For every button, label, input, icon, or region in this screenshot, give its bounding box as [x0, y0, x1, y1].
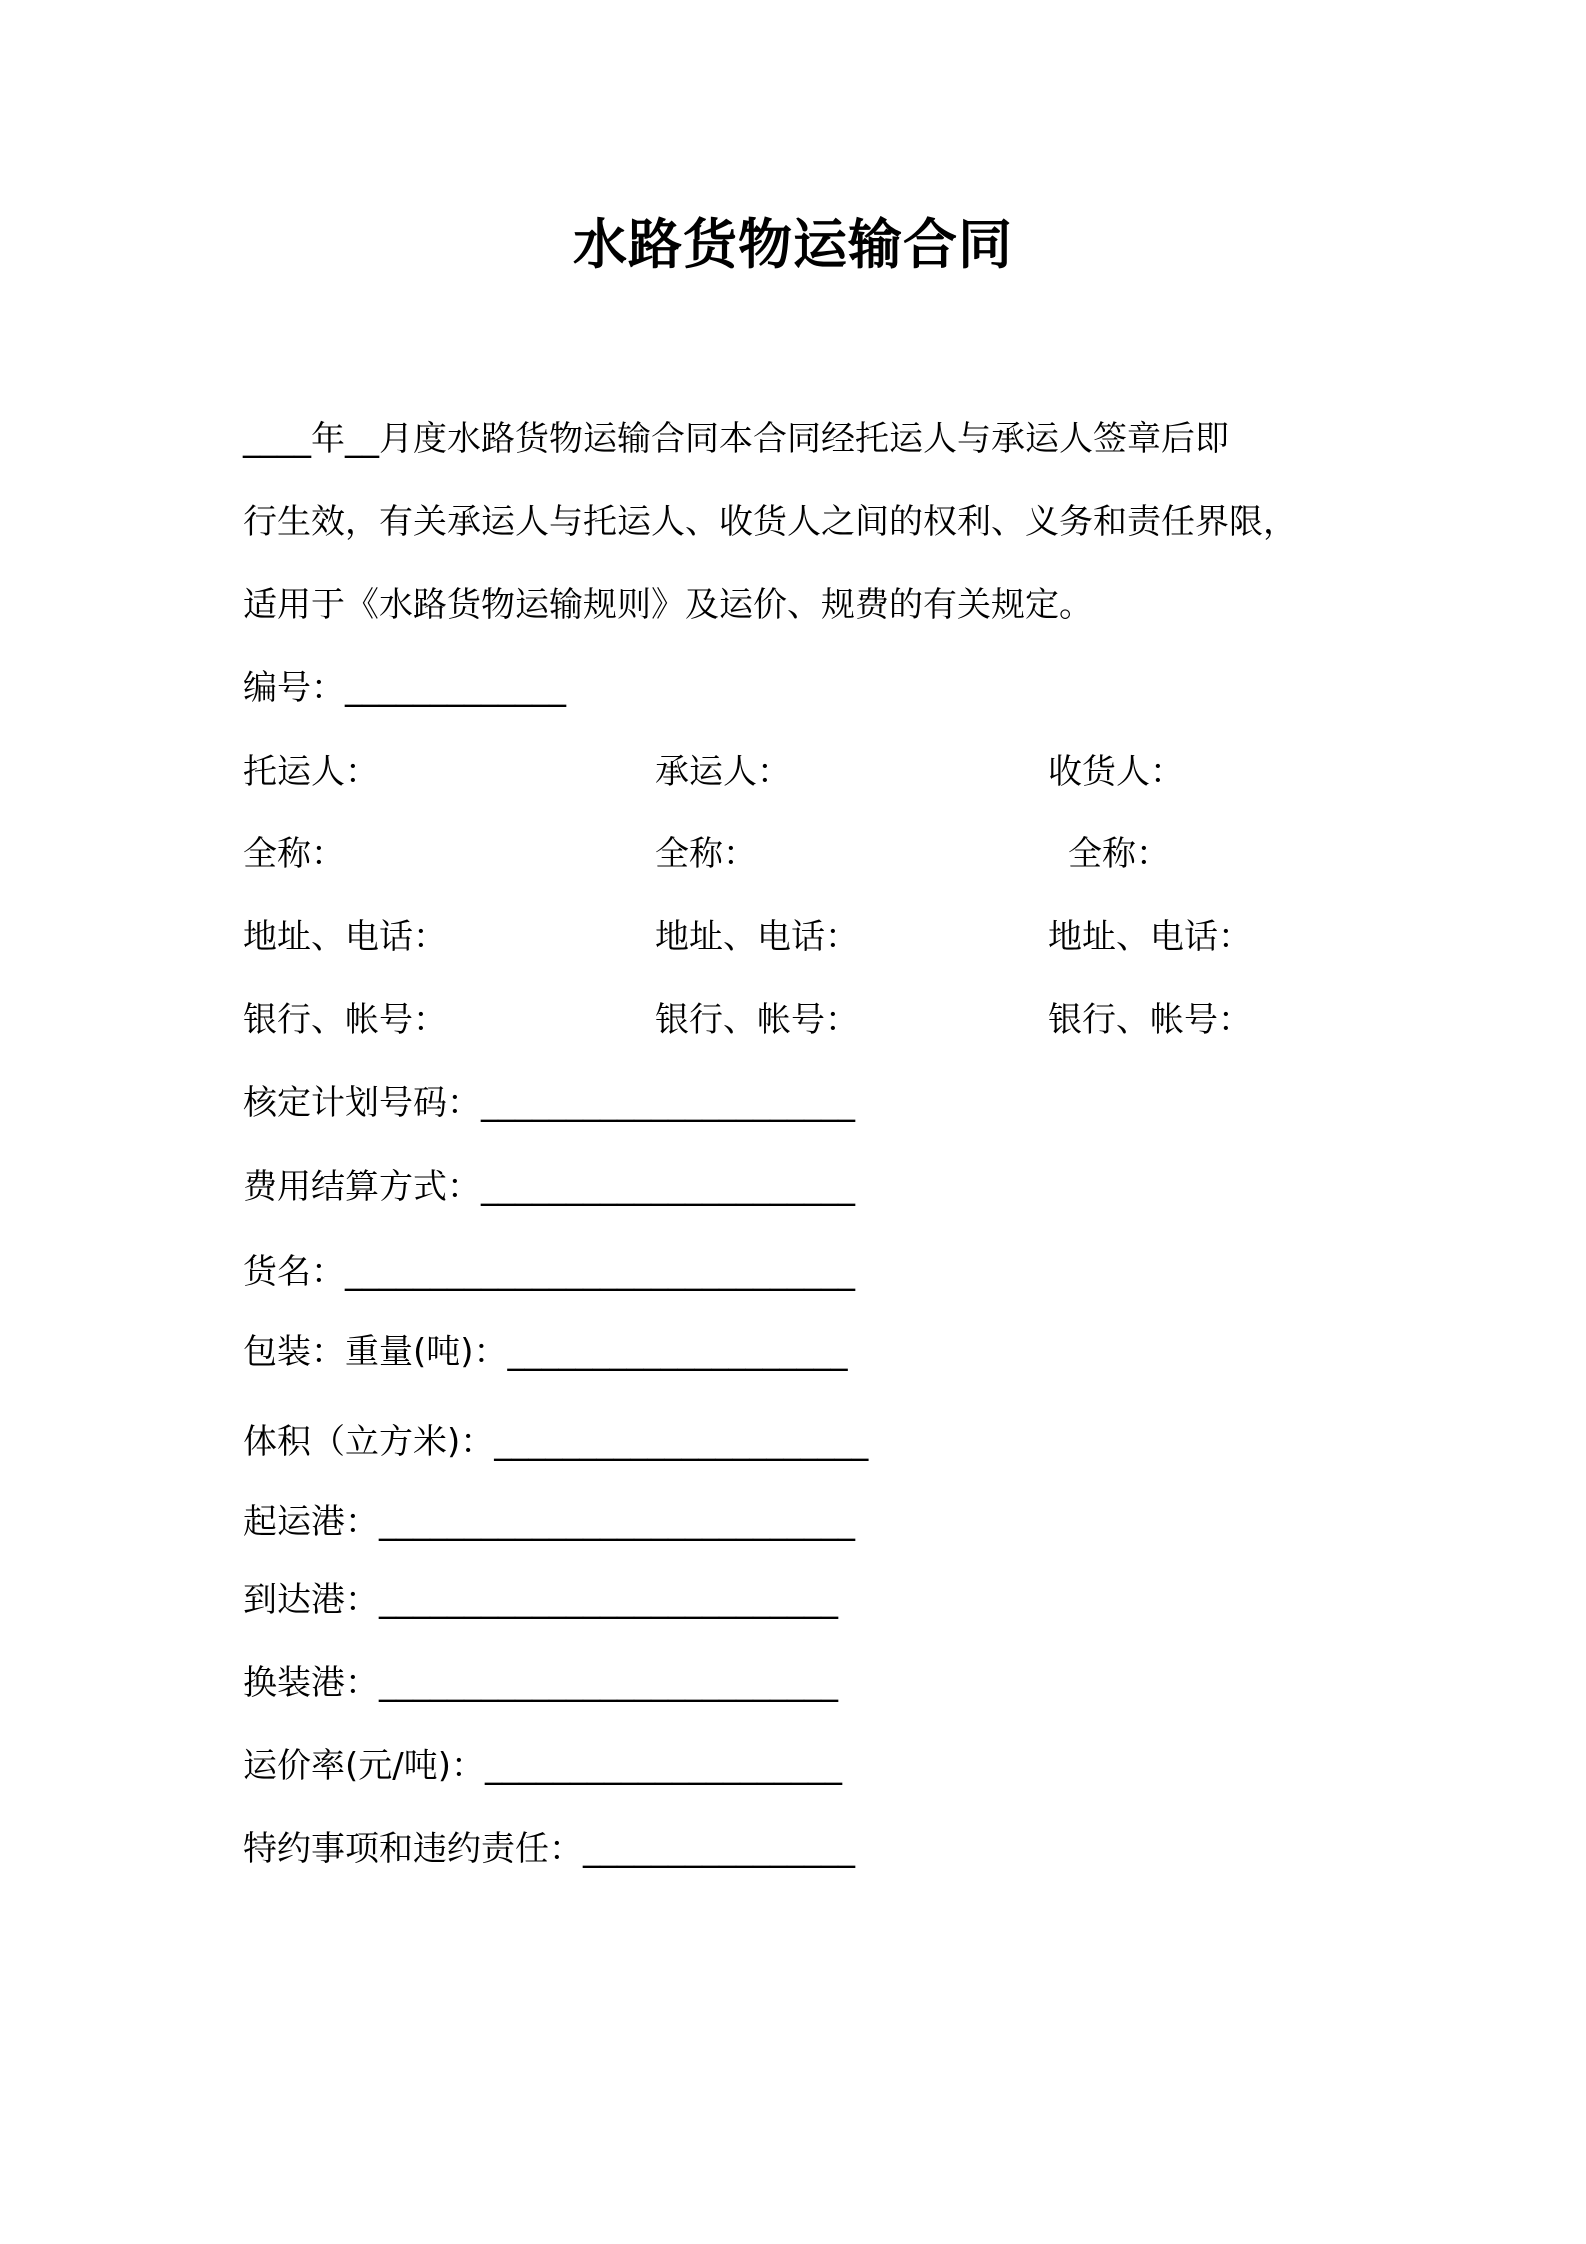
intro-line-1: ____年__月度水路货物运输合同本合同经托运人与承运人签章后即: [243, 419, 1229, 459]
page-title: 水路货物运输合同: [573, 213, 1013, 276]
goods-name-field: 货名：______________________________: [243, 1252, 855, 1292]
freight-rate-field: 运价率(元/吨)：_____________________: [243, 1746, 842, 1786]
intro-line-2: 行生效，有关承运人与托运人、收货人之间的权利、义务和责任界限，: [243, 502, 1297, 542]
carrier-full-name: 全称：: [655, 834, 757, 874]
intro-line-3: 适用于《水路货物运输规则》及运价、规费的有关规定。: [243, 585, 1093, 625]
shipper-full-name: 全称：: [243, 834, 345, 874]
carrier-bank-account: 银行、帐号：: [655, 1000, 859, 1040]
carrier-heading: 承运人：: [655, 752, 791, 792]
special-terms-field: 特约事项和违约责任：________________: [243, 1829, 855, 1869]
consignee-heading: 收货人：: [1048, 752, 1184, 792]
plan-number-field: 核定计划号码：______________________: [243, 1083, 855, 1123]
carrier-address-phone: 地址、电话：: [655, 917, 859, 957]
consignee-address-phone: 地址、电话：: [1048, 917, 1252, 957]
transship-port-field: 换装港：___________________________: [243, 1663, 838, 1703]
packing-weight-field: 包装：重量(吨)：____________________: [243, 1332, 848, 1372]
shipper-heading: 托运人：: [243, 752, 379, 792]
origin-port-field: 起运港：____________________________: [243, 1502, 855, 1542]
shipper-bank-account: 银行、帐号：: [243, 1000, 447, 1040]
settlement-method-field: 费用结算方式：______________________: [243, 1167, 855, 1207]
destination-port-field: 到达港：___________________________: [243, 1580, 838, 1620]
volume-field: 体积（立方米)：______________________: [243, 1422, 869, 1462]
consignee-full-name: 全称：: [1068, 834, 1170, 874]
shipper-address-phone: 地址、电话：: [243, 917, 447, 957]
serial-number-field: 编号：_____________: [243, 668, 566, 708]
consignee-bank-account: 银行、帐号：: [1048, 1000, 1252, 1040]
